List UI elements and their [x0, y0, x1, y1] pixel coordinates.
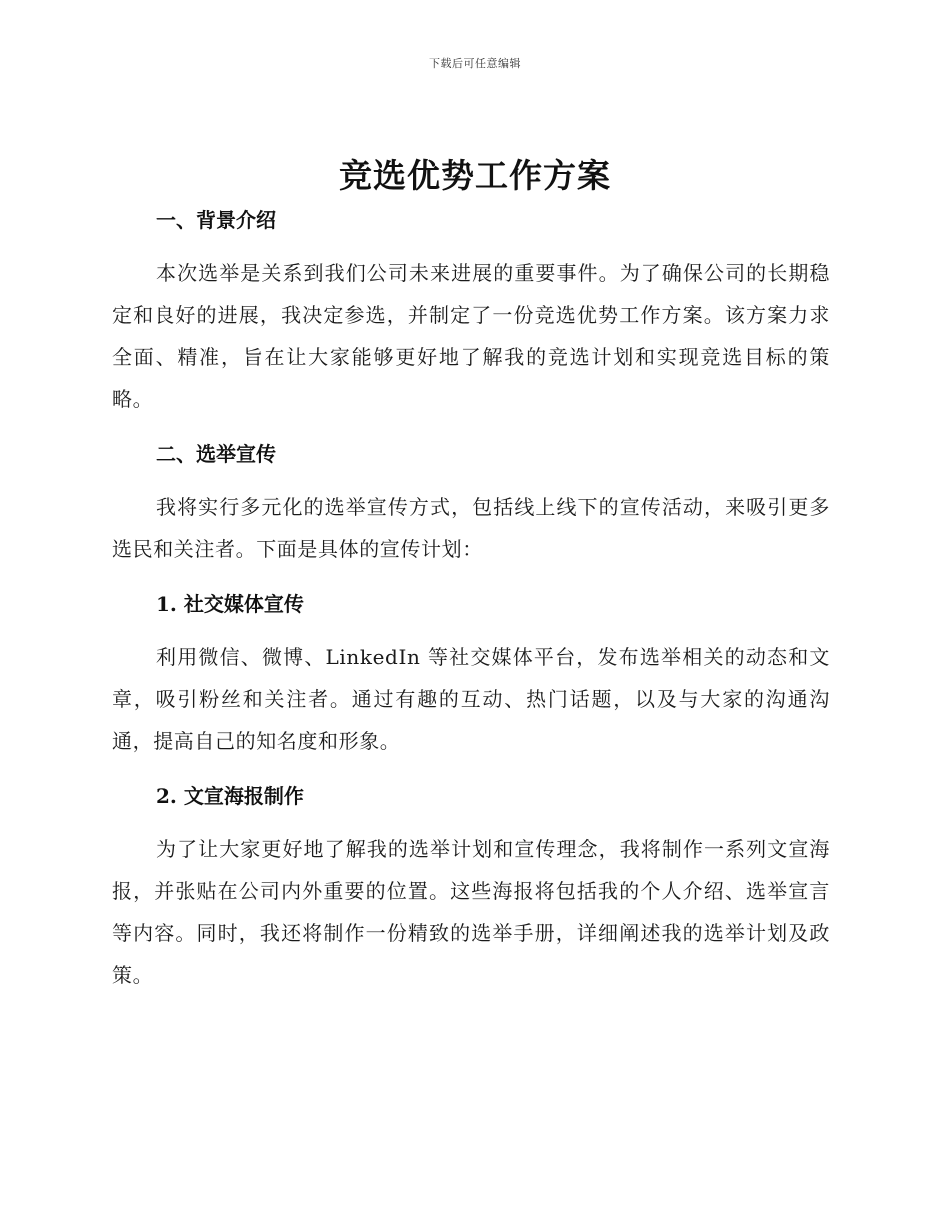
header-note: 下载后可任意编辑 [429, 57, 521, 70]
section-heading-background: 一、背景介绍 [156, 208, 276, 232]
paragraph-posters: 为了让大家更好地了解我的选举计划和宣传理念，我将制作一系列文宣海报，并张贴在公司内外重要的位置。这些海报将包括我的个人介绍、选举宣言等内容。同时，我还将制作一份精致的选举手册，详细阐述我的选举计划及政策。 [112, 837, 830, 987]
subsection-heading-posters: 2. 文宣海报制作 [156, 784, 304, 808]
subsection-heading-social-media: 1. 社交媒体宣传 [156, 592, 304, 616]
paragraph-social-media: 利用微信、微博、LinkedIn 等社交媒体平台，发布选举相关的动态和文章，吸引粉丝和关注者。通过有趣的互动、热门话题，以及与大家的沟通沟通，提高自己的知名度和形象。 [112, 645, 830, 753]
paragraph-campaign: 我将实行多元化的选举宣传方式，包括线上线下的宣传活动，来吸引更多选民和关注者。下面是具体的宣传计划： [112, 495, 830, 561]
document-body [112, 200, 830, 1010]
document-title: 竞选优势工作方案 [339, 156, 611, 195]
paragraph-background: 本次选举是关系到我们公司未来进展的重要事件。为了确保公司的长期稳定和良好的进展，我决定参选，并制定了一份竞选优势工作方案。该方案力求全面、精准，旨在让大家能够更好地了解我的竞选计划和实现竞选目标的策略。 [112, 261, 830, 411]
section-heading-campaign: 二、选举宣传 [156, 442, 276, 466]
